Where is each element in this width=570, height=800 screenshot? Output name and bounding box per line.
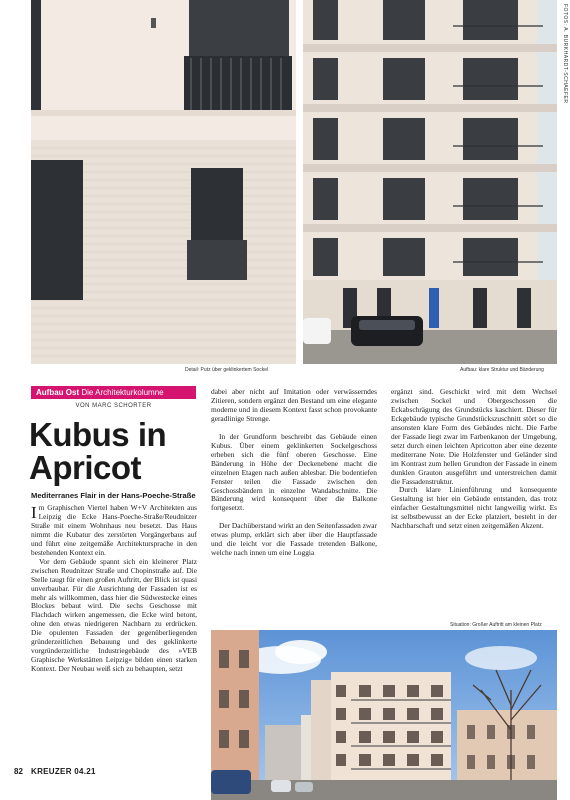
kicker-section: Aufbau Ost <box>36 388 80 397</box>
photo-facade-structure <box>303 0 557 364</box>
paragraph: Vor dem Gebäude spannt sich ein kleinerer Platz zwischen Reudnitzer Straße und Chopinstraße auf. Die Stelle taugt für einen großen Auftritt, der Blick ist quasi unverbaubar. Für die Ausrichtung der Fassaden ist es mehr als willkommen, dass hier die Südwestecke eines Blockes bebaut wird. Die sechs Geschosse mit Flachdach wirken angemessen, die Ecke wird betont, ohne den etwas niedrigeren Nachbarn zu erdrücken. Die opulenten Fassaden der gegenüberliegenden gründerzeitlichen Bebauung und des geklinkerte vorgründerzeitliche Industriegebäude des »VEB Graphische Werkstätten Leipzig« bilden einen starken Kontext. Der Neubau weiß sich zu behaupten, setzt <box>31 556 197 674</box>
paragraph: Durch klare Linienführung und konsequente Gestaltung ist hier ein Gebäude entstanden, das trotz einfacher Gestaltungsmittel nicht langweilig wirkt. Es ist selbstbewusst an der Ecke platziert, besteht in der Nachbarschaft und setzt einen zeitgemäßen Akzent. <box>391 485 557 531</box>
caption-situation: Situation: Großer Auftritt am kleinen Platz <box>450 622 542 628</box>
caption-facade-structure: Aufbau: klare Struktur und Bänderung <box>460 367 544 373</box>
text-column-3 <box>391 388 557 618</box>
text-column-2 <box>211 388 377 618</box>
page-number: 82 <box>14 767 23 776</box>
byline: VON MARC SCHORTER <box>75 403 152 409</box>
article-headline: Kubus in Apricot <box>29 416 167 486</box>
photo-credit: FOTOS: A. BURKHARDT-SCHAEFER <box>562 4 568 104</box>
paragraph: In der Grundform beschreibt das Gebäude einen Kubus. Über einem geklinkerten Sockelgeschoss erheben sich die fünf oberen Geschosse. Eine Bänderung in Höhe der Deckenebene macht die einzelnen Etagen nach außen ablesbar. Die bodentiefen Fenster teilen die Fassade zwischen den Geschossbändern in einzelne Wandabschnitte. Die Bänderung wird konsequent über die Balkone fortgesetzt. <box>211 431 377 513</box>
caption-facade-detail: Detail: Putz über geklinkertem Sockel <box>185 367 269 373</box>
magazine-issue: KREUZER 04.21 <box>31 767 96 776</box>
text-column-1 <box>31 504 197 766</box>
kicker-title: Die Architekturkolumne <box>81 388 164 397</box>
photo-facade-detail <box>31 0 296 364</box>
article-subhead: Mediterranes Flair in der Hans-Poeche-Straße <box>31 491 196 500</box>
paragraph: Der Dachüberstand wirkt an den Seitenfassaden zwar etwas plump, erklärt sich aber über die Hauptfassade und die leicht vor die Fassade tretenden Balkone, welche nach innen um eine Loggia <box>211 521 378 558</box>
paragraph-intro <box>31 504 197 558</box>
dropcap: I <box>31 503 37 522</box>
paragraph: dabei aber nicht auf Imitation oder verwässerndes Zitieren, sondern ergänzt den Bestand um eine elegante moderne und in diesem Kontext fasst schon provokante geradlinige Strenge. <box>211 387 377 423</box>
paragraph-intro-text: m Graphischen Viertel haben W+V Architekten aus Leipzig die Ecke Hans-Poeche-Straße/Reudnitzer Straße mit einem Wohnhaus neu besetzt. Das Haus nimmt die Kubatur des zerstörten Vorgängerbaus auf und führt eine zeitgemäße Architektursprache in den bestehenden Kontext ein. <box>31 503 197 557</box>
paragraph: ergänzt sind. Geschickt wird mit dem Wechsel zwischen Sockel und Obergeschossen die Eckabschrägung des Grundstücks kaschiert. Dieser für Eckgebäude typische Grundstückszuschnitt stört so die ansonsten klare Form des Gebäudes nicht. Die Farbe der Fassade liegt zwar im Farbenkanon der Umgebung, setzt durch einen leichten Apricotton aber eine dezente mediterrane Note. Die Holzfenster und Geländer sind im Kontrast zum hellen Grundton der Fassade in einem dunklen Grauton ausgeführt und unterstreichen damit die Fassadenstruktur. <box>391 387 557 486</box>
section-kicker <box>31 386 196 399</box>
photo-street-situation <box>211 630 557 800</box>
